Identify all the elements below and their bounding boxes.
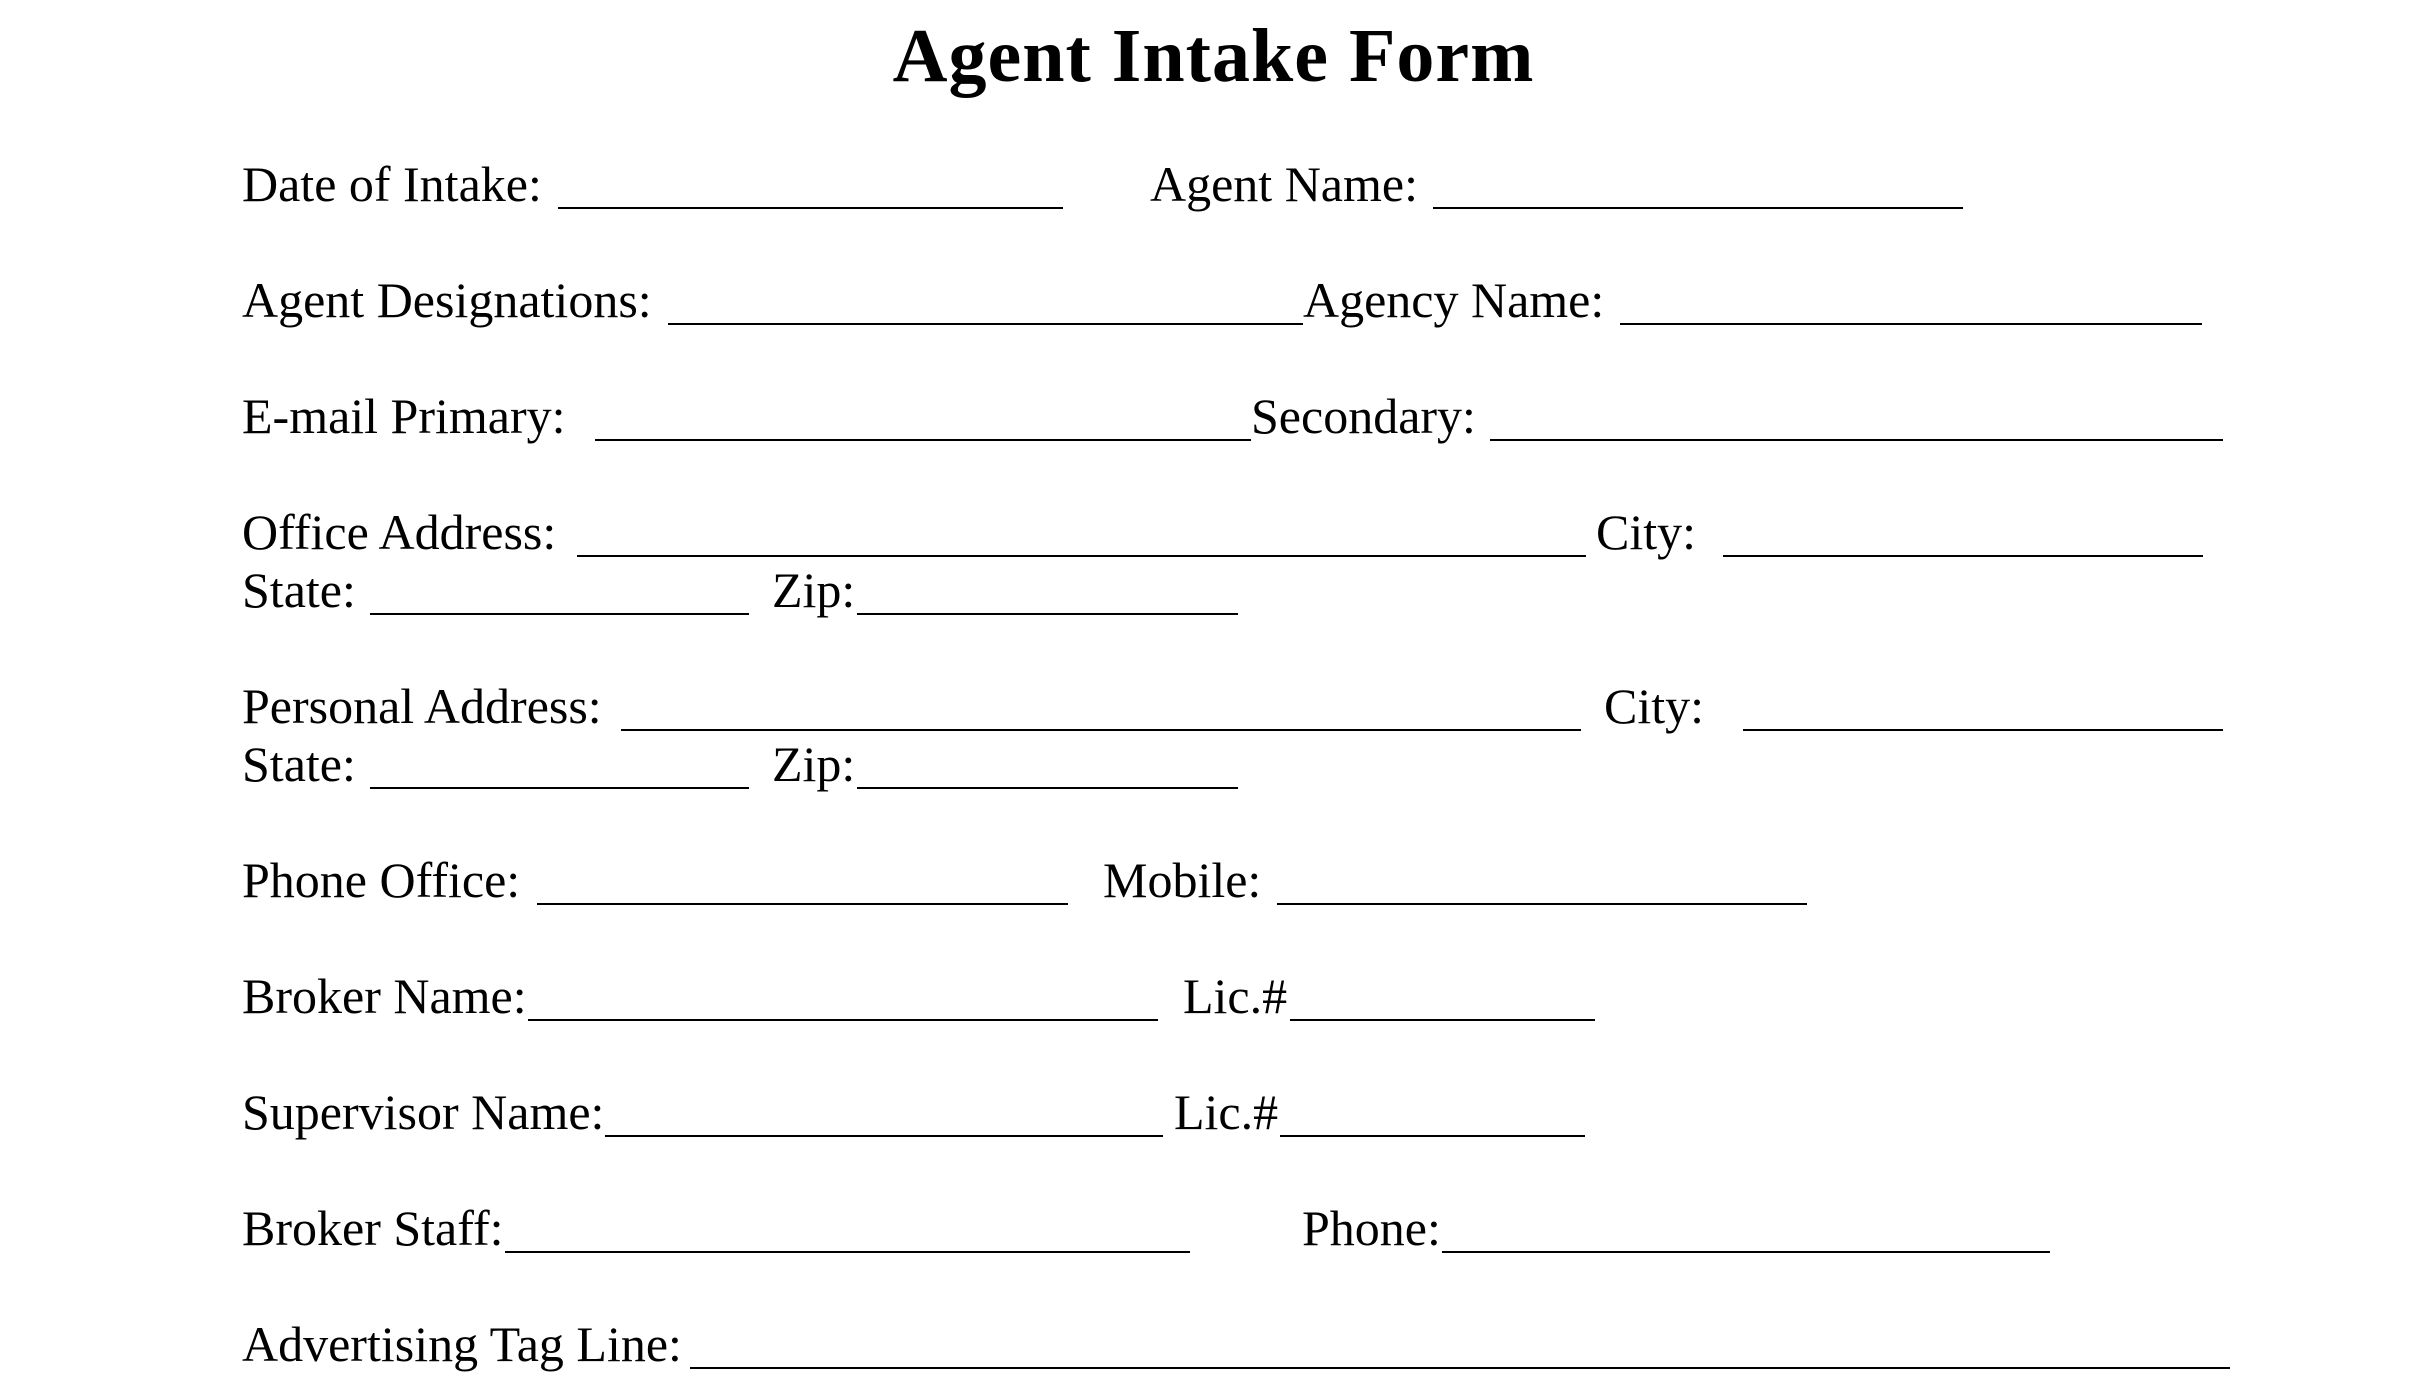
- personal-address-label: Personal Address:: [242, 678, 602, 734]
- supervisor-name-label: Supervisor Name:: [242, 1084, 605, 1140]
- broker-phone-label: Phone:: [1302, 1200, 1441, 1256]
- broker-name-label: Broker Name:: [242, 968, 527, 1024]
- email-primary-field[interactable]: [595, 439, 1251, 441]
- advertising-tag-line-label: Advertising Tag Line:: [242, 1316, 682, 1372]
- office-city-label: City:: [1596, 504, 1697, 560]
- agent-designations-field[interactable]: [668, 323, 1303, 325]
- form-title: Agent Intake Form: [892, 14, 1535, 98]
- office-zip-field[interactable]: [857, 613, 1238, 615]
- office-state-label: State:: [242, 562, 356, 618]
- secondary-email-field[interactable]: [1490, 439, 2223, 441]
- broker-license-field[interactable]: [1290, 1019, 1595, 1021]
- broker-staff-label: Broker Staff:: [242, 1200, 504, 1256]
- office-address-field[interactable]: [577, 555, 1586, 557]
- advertising-tag-line-field[interactable]: [690, 1367, 2230, 1369]
- office-zip-label: Zip:: [772, 562, 856, 618]
- personal-state-field[interactable]: [370, 787, 749, 789]
- date-of-intake-field[interactable]: [558, 207, 1063, 209]
- personal-address-field[interactable]: [621, 729, 1581, 731]
- personal-city-field[interactable]: [1743, 729, 2223, 731]
- personal-state-label: State:: [242, 736, 356, 792]
- phone-office-label: Phone Office:: [242, 852, 521, 908]
- supervisor-name-field[interactable]: [605, 1135, 1163, 1137]
- email-primary-label: E-mail Primary:: [242, 388, 566, 444]
- date-of-intake-label: Date of Intake:: [242, 156, 542, 212]
- agent-name-field[interactable]: [1433, 207, 1963, 209]
- broker-phone-field[interactable]: [1442, 1251, 2050, 1253]
- mobile-field[interactable]: [1277, 903, 1807, 905]
- agency-name-field[interactable]: [1620, 323, 2202, 325]
- office-city-field[interactable]: [1723, 555, 2203, 557]
- supervisor-license-label: Lic.#: [1174, 1084, 1279, 1140]
- agency-name-label: Agency Name:: [1303, 272, 1605, 328]
- phone-office-field[interactable]: [537, 903, 1068, 905]
- secondary-email-label: Secondary:: [1251, 388, 1476, 444]
- broker-license-label: Lic.#: [1183, 968, 1288, 1024]
- broker-staff-field[interactable]: [505, 1251, 1190, 1253]
- personal-zip-label: Zip:: [772, 736, 856, 792]
- personal-zip-field[interactable]: [857, 787, 1238, 789]
- broker-name-field[interactable]: [528, 1019, 1158, 1021]
- agent-designations-label: Agent Designations:: [242, 272, 652, 328]
- supervisor-license-field[interactable]: [1280, 1135, 1585, 1137]
- agent-name-label: Agent Name:: [1150, 156, 1418, 212]
- office-address-label: Office Address:: [242, 504, 557, 560]
- mobile-label: Mobile:: [1103, 852, 1262, 908]
- personal-city-label: City:: [1604, 678, 1705, 734]
- office-state-field[interactable]: [370, 613, 749, 615]
